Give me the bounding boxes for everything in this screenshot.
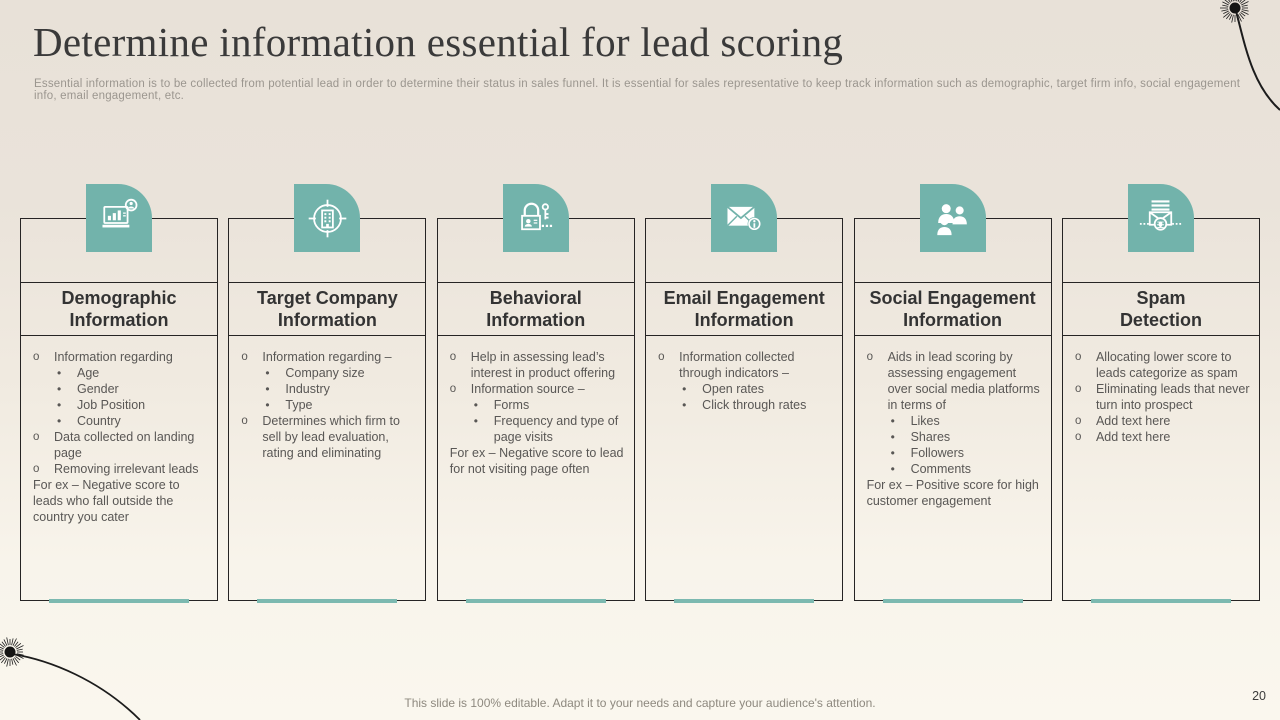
bullet-marker: o [1074, 383, 1082, 395]
list-item-text: Likes [910, 414, 940, 428]
card-demographic [20, 218, 218, 601]
bullet-marker: • [890, 462, 895, 476]
bullet-marker: • [57, 382, 62, 396]
card-accent-underline [674, 599, 814, 603]
list-item [450, 445, 625, 477]
list-item-text: Gender [77, 382, 119, 396]
list-item [658, 397, 833, 413]
list-item-text: Aids in lead scoring by assessing engagement over social media platforms in terms of [887, 350, 1040, 412]
card-email-engagement [645, 218, 843, 601]
bullet-marker: • [890, 414, 895, 428]
list-item-text: Comments [910, 462, 971, 476]
list-item-text: Followers [910, 446, 965, 460]
cards-row [20, 218, 1260, 601]
card-title-line: Demographic [61, 288, 177, 308]
card-title-line: Detection [1119, 310, 1202, 330]
card-title [855, 283, 1051, 336]
list-item [1075, 429, 1250, 445]
card-body [229, 336, 425, 600]
bullet-marker: o [449, 351, 457, 363]
bullet-marker: • [682, 398, 687, 412]
list-item [241, 381, 416, 397]
card-title [229, 283, 425, 336]
bullet-marker: • [473, 414, 478, 428]
card-accent-underline [49, 599, 189, 603]
list-item [867, 413, 1042, 429]
bullet-marker: • [682, 382, 687, 396]
list-item-text: Type [285, 398, 313, 412]
list-item-text: Open rates [702, 382, 765, 396]
card-title-line: Information [277, 310, 377, 330]
bullet-marker: • [265, 366, 270, 380]
envelope-info-icon [723, 197, 766, 240]
bullet-marker: o [1074, 415, 1082, 427]
card-body [855, 336, 1051, 600]
list-item [867, 349, 1042, 413]
building-target-icon [306, 197, 349, 240]
page-subtitle: Essential information is to be collected from potential lead in order to determine their status in sales funnel. It is essential for sales representative to keep track information such as demographic, target firm info, social engagement info, email engagement, etc. [34, 78, 1241, 102]
bullet-marker: • [57, 366, 62, 380]
bullet-marker: • [265, 398, 270, 412]
list-item-text: For ex – Negative score to lead for not visiting page often [449, 446, 624, 476]
bullet-marker: o [241, 415, 248, 427]
list-item-text: Add text here [1095, 414, 1171, 428]
card-icon-tile [1128, 184, 1194, 252]
card-title [1063, 283, 1259, 336]
list-item [450, 381, 625, 397]
mail-bug-icon [1139, 197, 1182, 240]
card-body [1063, 336, 1259, 600]
list-item-text: Click through rates [702, 398, 807, 412]
card-icon-tile [711, 184, 777, 252]
list-item [658, 349, 833, 381]
list-item [33, 477, 208, 525]
bullet-marker: o [241, 351, 248, 363]
card-accent-underline [883, 599, 1023, 603]
bullet-marker: o [1074, 351, 1082, 363]
bullet-marker: • [57, 398, 62, 412]
bullet-marker: • [473, 398, 478, 412]
card-icon-tile [920, 184, 986, 252]
bullet-marker: • [265, 382, 270, 396]
list-item-text: Forms [493, 398, 530, 412]
list-item-text: Company size [285, 366, 365, 380]
card-title-line: Spam [1136, 288, 1186, 308]
list-item [867, 429, 1042, 445]
bullet-marker: • [57, 414, 62, 428]
bullet-marker: o [33, 463, 40, 475]
bullet-marker: o [33, 351, 40, 363]
card-title [646, 283, 842, 336]
list-item [450, 397, 625, 413]
bullet-marker: o [449, 383, 457, 395]
list-item [33, 381, 208, 397]
list-item [241, 349, 416, 365]
card-behavioral [437, 218, 635, 601]
page-number: 20 [1252, 689, 1266, 703]
card-spam-detection [1062, 218, 1260, 601]
footer-note: This slide is 100% editable. Adapt it to your needs and capture your audience's attention. [404, 696, 876, 710]
list-item-text: Job Position [77, 398, 146, 412]
list-item-text: Add text here [1095, 430, 1171, 444]
card-target-company [228, 218, 426, 601]
list-item [1075, 381, 1250, 413]
card-title-line: Email Engagement [663, 288, 825, 308]
list-item [867, 461, 1042, 477]
list-item [450, 349, 625, 381]
card-title [438, 283, 634, 336]
card-body [438, 336, 634, 600]
card-title-line: Social Engagement [869, 288, 1036, 308]
list-item-text: Allocating lower score to leads categorize as spam [1095, 350, 1238, 380]
list-item [33, 397, 208, 413]
monitor-chart-person-icon [98, 197, 141, 240]
list-item-text: Help in assessing lead’s interest in product offering [470, 350, 616, 380]
lock-person-icon [514, 197, 557, 240]
list-item [241, 397, 416, 413]
card-icon-tile [503, 184, 569, 252]
card-title-line: Behavioral [489, 288, 582, 308]
list-item-text: Removing irrelevant leads [54, 462, 199, 476]
list-item-text: Age [77, 366, 100, 380]
card-icon-tile [86, 184, 152, 252]
bullet-marker: • [890, 430, 895, 444]
list-item [33, 349, 208, 365]
list-item [33, 461, 208, 477]
list-item-text: Eliminating leads that never turn into prospect [1095, 382, 1250, 412]
card-accent-underline [1091, 599, 1231, 603]
bullet-marker: o [658, 351, 665, 363]
list-item-text: Data collected on landing page [54, 430, 195, 460]
list-item-text: For ex – Positive score for high customer engagement [866, 478, 1039, 508]
card-body [21, 336, 217, 600]
card-title [21, 283, 217, 336]
list-item-text: Information regarding – [262, 350, 392, 364]
list-item-text: Information source – [470, 382, 585, 396]
list-item [33, 429, 208, 461]
page-title: Determine information essential for lead scoring [33, 19, 844, 65]
card-body [646, 336, 842, 600]
list-item [241, 413, 416, 461]
bullet-marker: • [890, 446, 895, 460]
card-accent-underline [466, 599, 606, 603]
bullet-marker: o [1074, 431, 1082, 443]
bullet-marker: o [33, 431, 40, 443]
card-social-engagement [854, 218, 1052, 601]
list-item-text: Shares [910, 430, 951, 444]
dandelion-icon [1155, 0, 1280, 120]
list-item [33, 413, 208, 429]
card-accent-underline [257, 599, 397, 603]
card-title-line: Information [903, 310, 1003, 330]
card-title-line: Information [69, 310, 169, 330]
list-item [867, 477, 1042, 509]
list-item [241, 365, 416, 381]
list-item-text: Country [77, 414, 121, 428]
list-item [658, 381, 833, 397]
list-item-text: Information collected through indicators – [679, 350, 795, 380]
card-icon-tile [294, 184, 360, 252]
list-item [867, 445, 1042, 461]
list-item [1075, 349, 1250, 381]
bullet-marker: o [866, 351, 873, 363]
card-title-line: Information [486, 310, 586, 330]
list-item-text: For ex – Negative score to leads who fall outside the country you cater [33, 478, 180, 524]
list-item-text: Determines which firm to sell by lead evaluation, rating and eliminating [262, 414, 400, 460]
card-title-line: Target Company [257, 288, 398, 308]
list-item [33, 365, 208, 381]
list-item-text: Industry [285, 382, 330, 396]
list-item [1075, 413, 1250, 429]
list-item-text: Frequency and type of page visits [493, 414, 619, 444]
people-group-icon [931, 197, 974, 240]
list-item [450, 413, 625, 445]
card-title-line: Information [694, 310, 794, 330]
list-item-text: Information regarding [54, 350, 173, 364]
